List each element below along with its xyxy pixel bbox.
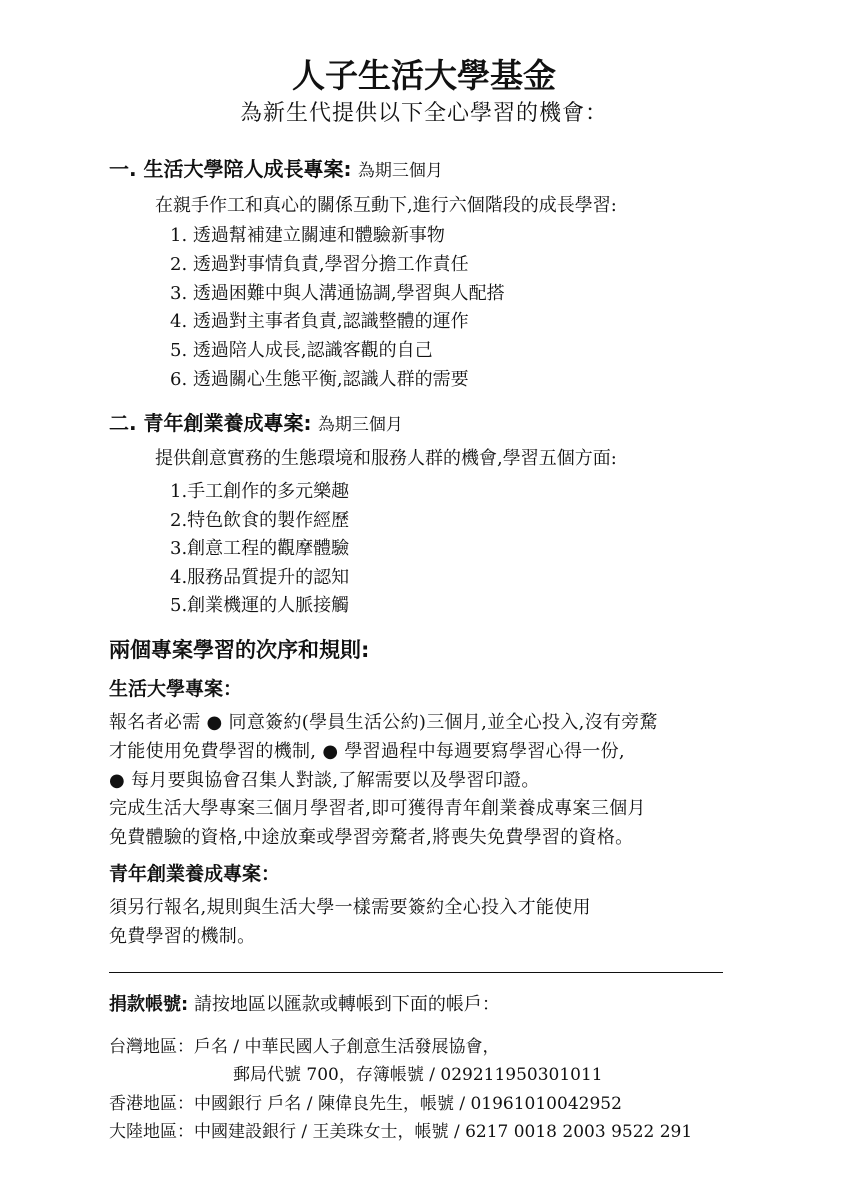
life-rule-line: 免費體驗的資格,中途放棄或學習旁騖者,將喪失免費學習的資格。: [109, 827, 634, 848]
section1-heading: [109, 153, 443, 182]
donation-heading: [109, 990, 500, 1016]
life-rule-line: 完成生活大學專案三個月學習者,即可獲得青年創業養成專案三個月: [109, 798, 646, 819]
section2-duration: 為期三個月: [317, 415, 403, 435]
account-line-taiwan-post: 郵局代號 700，存簿帳號 / 029211950301011: [233, 1065, 603, 1085]
life-rule-line: ● 每月要與協會召集人對談,了解需要以及學習印證。: [109, 770, 540, 791]
section2-item: 2.特色飲食的製作經歷: [170, 510, 350, 531]
section1-item: 3. 透過困難中與人溝通協調,學習與人配搭: [170, 283, 505, 304]
section2-item: 5.創業機運的人脈接觸: [170, 595, 350, 616]
section1-intro: 在親手作工和真心的關係互動下,進行六個階段的成長學習:: [155, 195, 617, 216]
section1-item: 6. 透過關心生態平衡,認識人群的需要: [170, 369, 469, 390]
section2-intro: 提供創意實務的生態環境和服務人群的機會,學習五個方面:: [155, 448, 617, 469]
account-line-taiwan: 台灣地區：戶名 / 中華民國人子創意生活發展協會，: [109, 1037, 500, 1057]
section1-item: 5. 透過陪人成長,認識客觀的自己: [170, 340, 433, 361]
youth-rule-line: 免費學習的機制。: [109, 926, 256, 947]
section2-title: 二. 青年創業養成專案:: [109, 411, 312, 435]
life-rule-line: 才能使用免費學習的機制, ● 學習過程中每週要寫學習心得一份,: [109, 741, 625, 762]
section2-item: 1.手工創作的多元樂趣: [170, 481, 350, 502]
youth-project-heading: 青年創業養成專案：: [109, 863, 281, 885]
section1-item: 1. 透過幫補建立關連和體驗新事物: [170, 225, 445, 246]
section1-item: 4. 透過對主事者負責,認識整體的運作: [170, 311, 469, 332]
donation-title: 捐款帳號:: [109, 994, 189, 1015]
section1-item: 2. 透過對事情負責,學習分擔工作責任: [170, 254, 469, 275]
section1-title: 一. 生活大學陪人成長專案:: [109, 157, 352, 181]
rules-heading: 兩個專案學習的次序和規則:: [109, 638, 370, 662]
account-line-hongkong: 香港地區：中國銀行 戶名 / 陳偉良先生，帳號 / 01961010042952: [109, 1094, 622, 1114]
section1-duration: 為期三個月: [357, 161, 443, 181]
youth-rule-line: 須另行報名,規則與生活大學一樣需要簽約全心投入才能使用: [109, 897, 591, 918]
divider: [109, 972, 723, 973]
section2-item: 4.服務品質提升的認知: [170, 567, 350, 588]
life-project-heading: 生活大學專案：: [109, 678, 243, 700]
section2-item: 3.創意工程的觀摩體驗: [170, 538, 350, 559]
donation-text: 請按地區以匯款或轉帳到下面的帳戶：: [193, 994, 500, 1015]
life-rule-line: 報名者必需 ● 同意簽約(學員生活公約)三個月,並全心投入,沒有旁騖: [109, 712, 658, 733]
account-line-mainland: 大陸地區：中國建設銀行 / 王美珠女士，帳號 / 6217 0018 2003 9522 291: [109, 1122, 693, 1142]
page-subtitle: 為新生代提供以下全心學習的機會：: [239, 101, 608, 126]
page-title: 人子生活大學基金: [292, 56, 556, 95]
section2-heading: [109, 407, 403, 436]
